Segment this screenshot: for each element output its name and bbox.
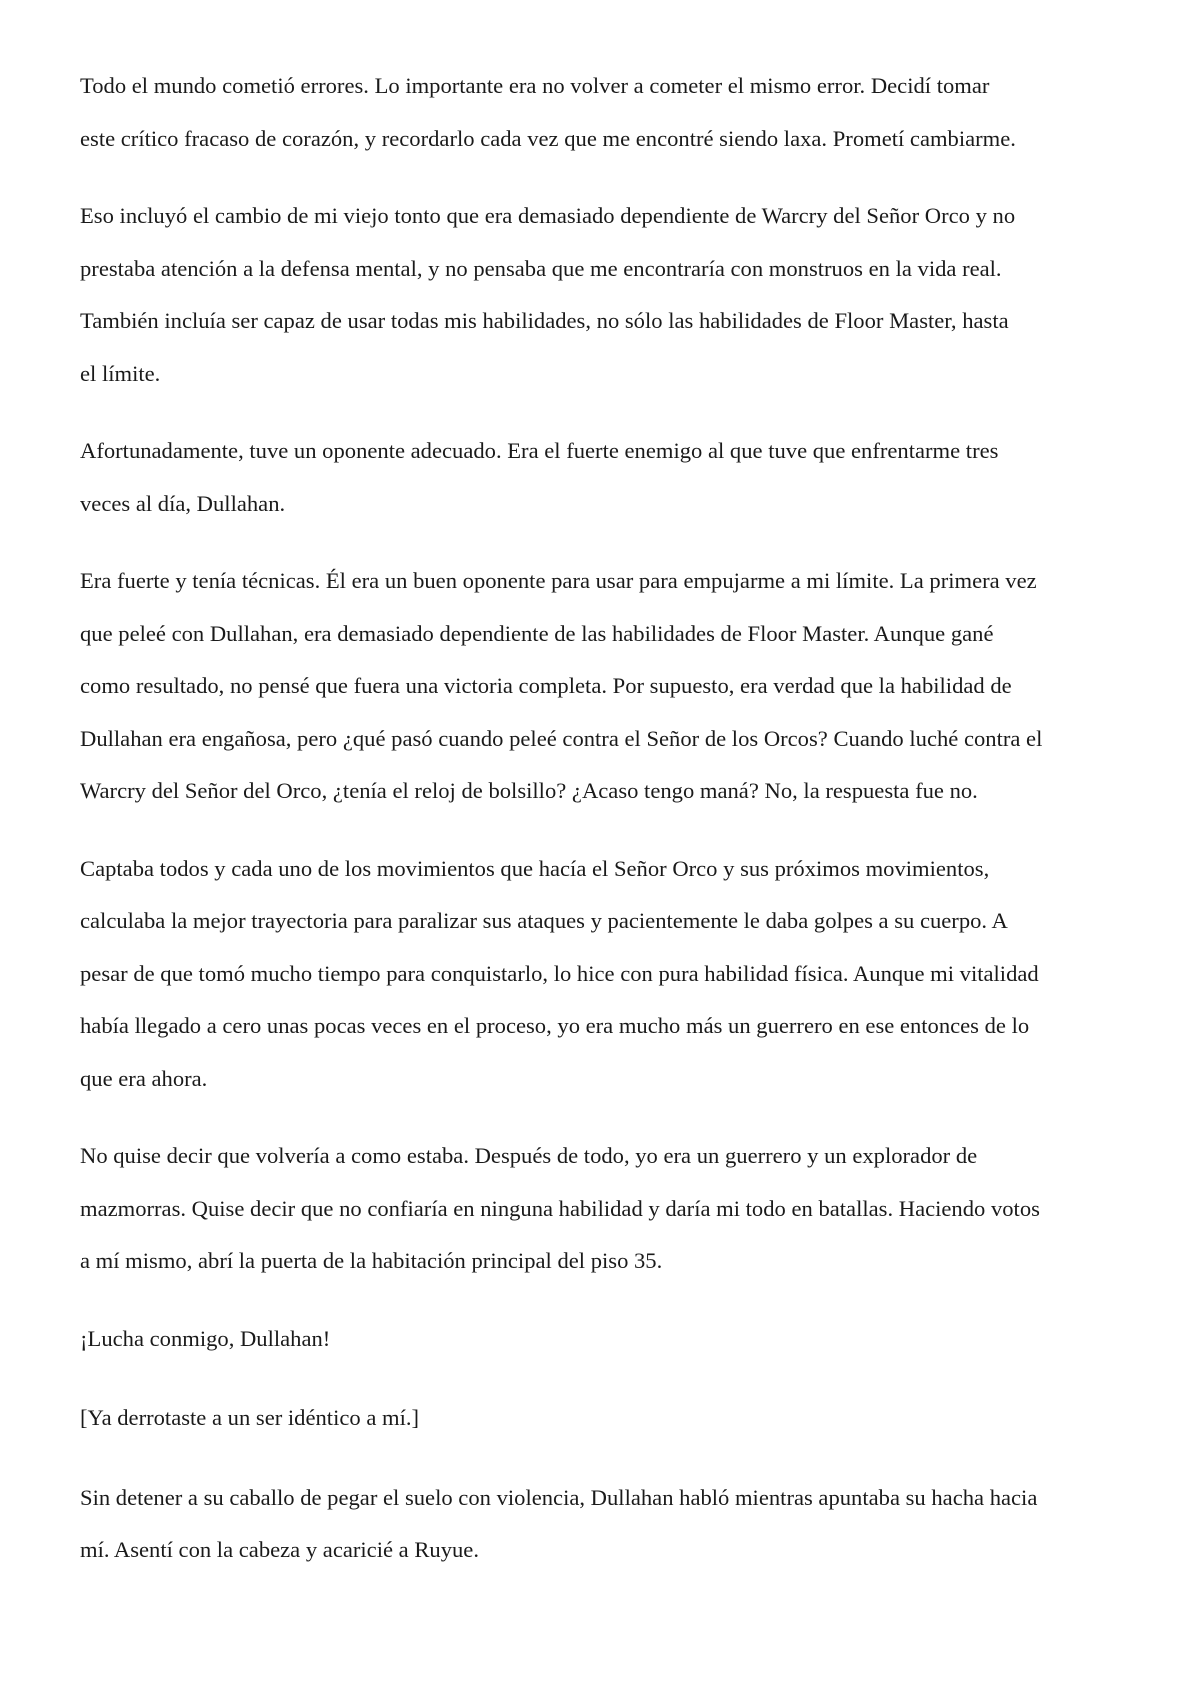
text-line: Captaba todos y cada uno de los movimientos que hacía el Señor Orco y sus próximos movimientos, xyxy=(80,855,990,881)
text-line: No quise decir que volvería a como estaba. Después de todo, yo era un guerrero y un explorador de xyxy=(80,1143,978,1168)
paragraph xyxy=(80,425,1120,530)
text-line: También incluía ser capaz de usar todas mis habilidades, no sólo las habilidades de Floor Master, hasta xyxy=(80,308,1009,333)
text-line: mí. Asentí con la cabeza y acaricié a Ruyue. xyxy=(80,1537,479,1562)
text-line: este crítico fracaso de corazón, y recordarlo cada vez que me encontré siendo laxa. Prometí cambiarme. xyxy=(80,125,1016,151)
text-line: Eso incluyó el cambio de mi viejo tonto que era demasiado dependiente de Warcry del Señor Orco y no xyxy=(80,203,1016,228)
text-line: calculaba la mejor trayectoria para paralizar sus ataques y pacientemente le daba golpes a su cuerpo. A xyxy=(80,908,1008,933)
text-line: [Ya derrotaste a un ser idéntico a mí.] xyxy=(80,1405,420,1430)
paragraph xyxy=(80,1472,1120,1577)
text-line: que era ahora. xyxy=(80,1065,208,1091)
paragraph xyxy=(80,555,1120,818)
text-line: Sin detener a su caballo de pegar el suelo con violencia, Dullahan habló mientras apuntaba su hacha hacia xyxy=(80,1484,1038,1510)
text-line: a mí mismo, abrí la puerta de la habitación principal del piso 35. xyxy=(80,1248,663,1273)
paragraph xyxy=(80,190,1120,400)
text-line: prestaba atención a la defensa mental, y no pensaba que me encontraría con monstruos en la vida real. xyxy=(80,255,1002,281)
paragraph xyxy=(80,843,1120,1106)
dialogue-paragraph xyxy=(80,1313,1120,1366)
text-line: Era fuerte y tenía técnicas. Él era un buen oponente para usar para empujarme a mi límite. La primera vez xyxy=(80,568,1037,593)
paragraph xyxy=(80,1130,1120,1288)
text-line: Afortunadamente, tuve un oponente adecuado. Era el fuerte enemigo al que tuve que enfrentarme tres xyxy=(80,438,999,463)
text-line: pesar de que tomó mucho tiempo para conquistarlo, lo hice con pura habilidad física. Aunque mi vitalidad xyxy=(80,960,1039,986)
text-line: que peleé con Dullahan, era demasiado dependiente de las habilidades de Floor Master. Aunque gané xyxy=(80,620,994,646)
text-line: Todo el mundo cometió errores. Lo importante era no volver a cometer el mismo error. Decidí tomar xyxy=(80,73,990,98)
text-line: había llegado a cero unas pocas veces en el proceso, yo era mucho más un guerrero en ese entonces de lo xyxy=(80,1013,1030,1038)
text-line: Warcry del Señor del Orco, ¿tenía el reloj de bolsillo? ¿Acaso tengo maná? No, la respuesta fue no. xyxy=(80,778,978,803)
document-page xyxy=(80,60,1120,1602)
text-line: como resultado, no pensé que fuera una victoria completa. Por supuesto, era verdad que la habilidad de xyxy=(80,673,1012,698)
text-line: veces al día, Dullahan. xyxy=(80,490,286,516)
text-line: Dullahan era engañosa, pero ¿qué pasó cuando peleé contra el Señor de los Orcos? Cuando luché contra el xyxy=(80,725,1043,751)
text-line: ¡Lucha conmigo, Dullahan! xyxy=(80,1325,331,1351)
dialogue-paragraph xyxy=(80,1392,1120,1445)
text-line: mazmorras. Quise decir que no confiaría en ninguna habilidad y daría mi todo en batallas. Haciendo votos xyxy=(80,1195,1040,1221)
paragraph xyxy=(80,60,1120,165)
text-line: el límite. xyxy=(80,360,161,386)
